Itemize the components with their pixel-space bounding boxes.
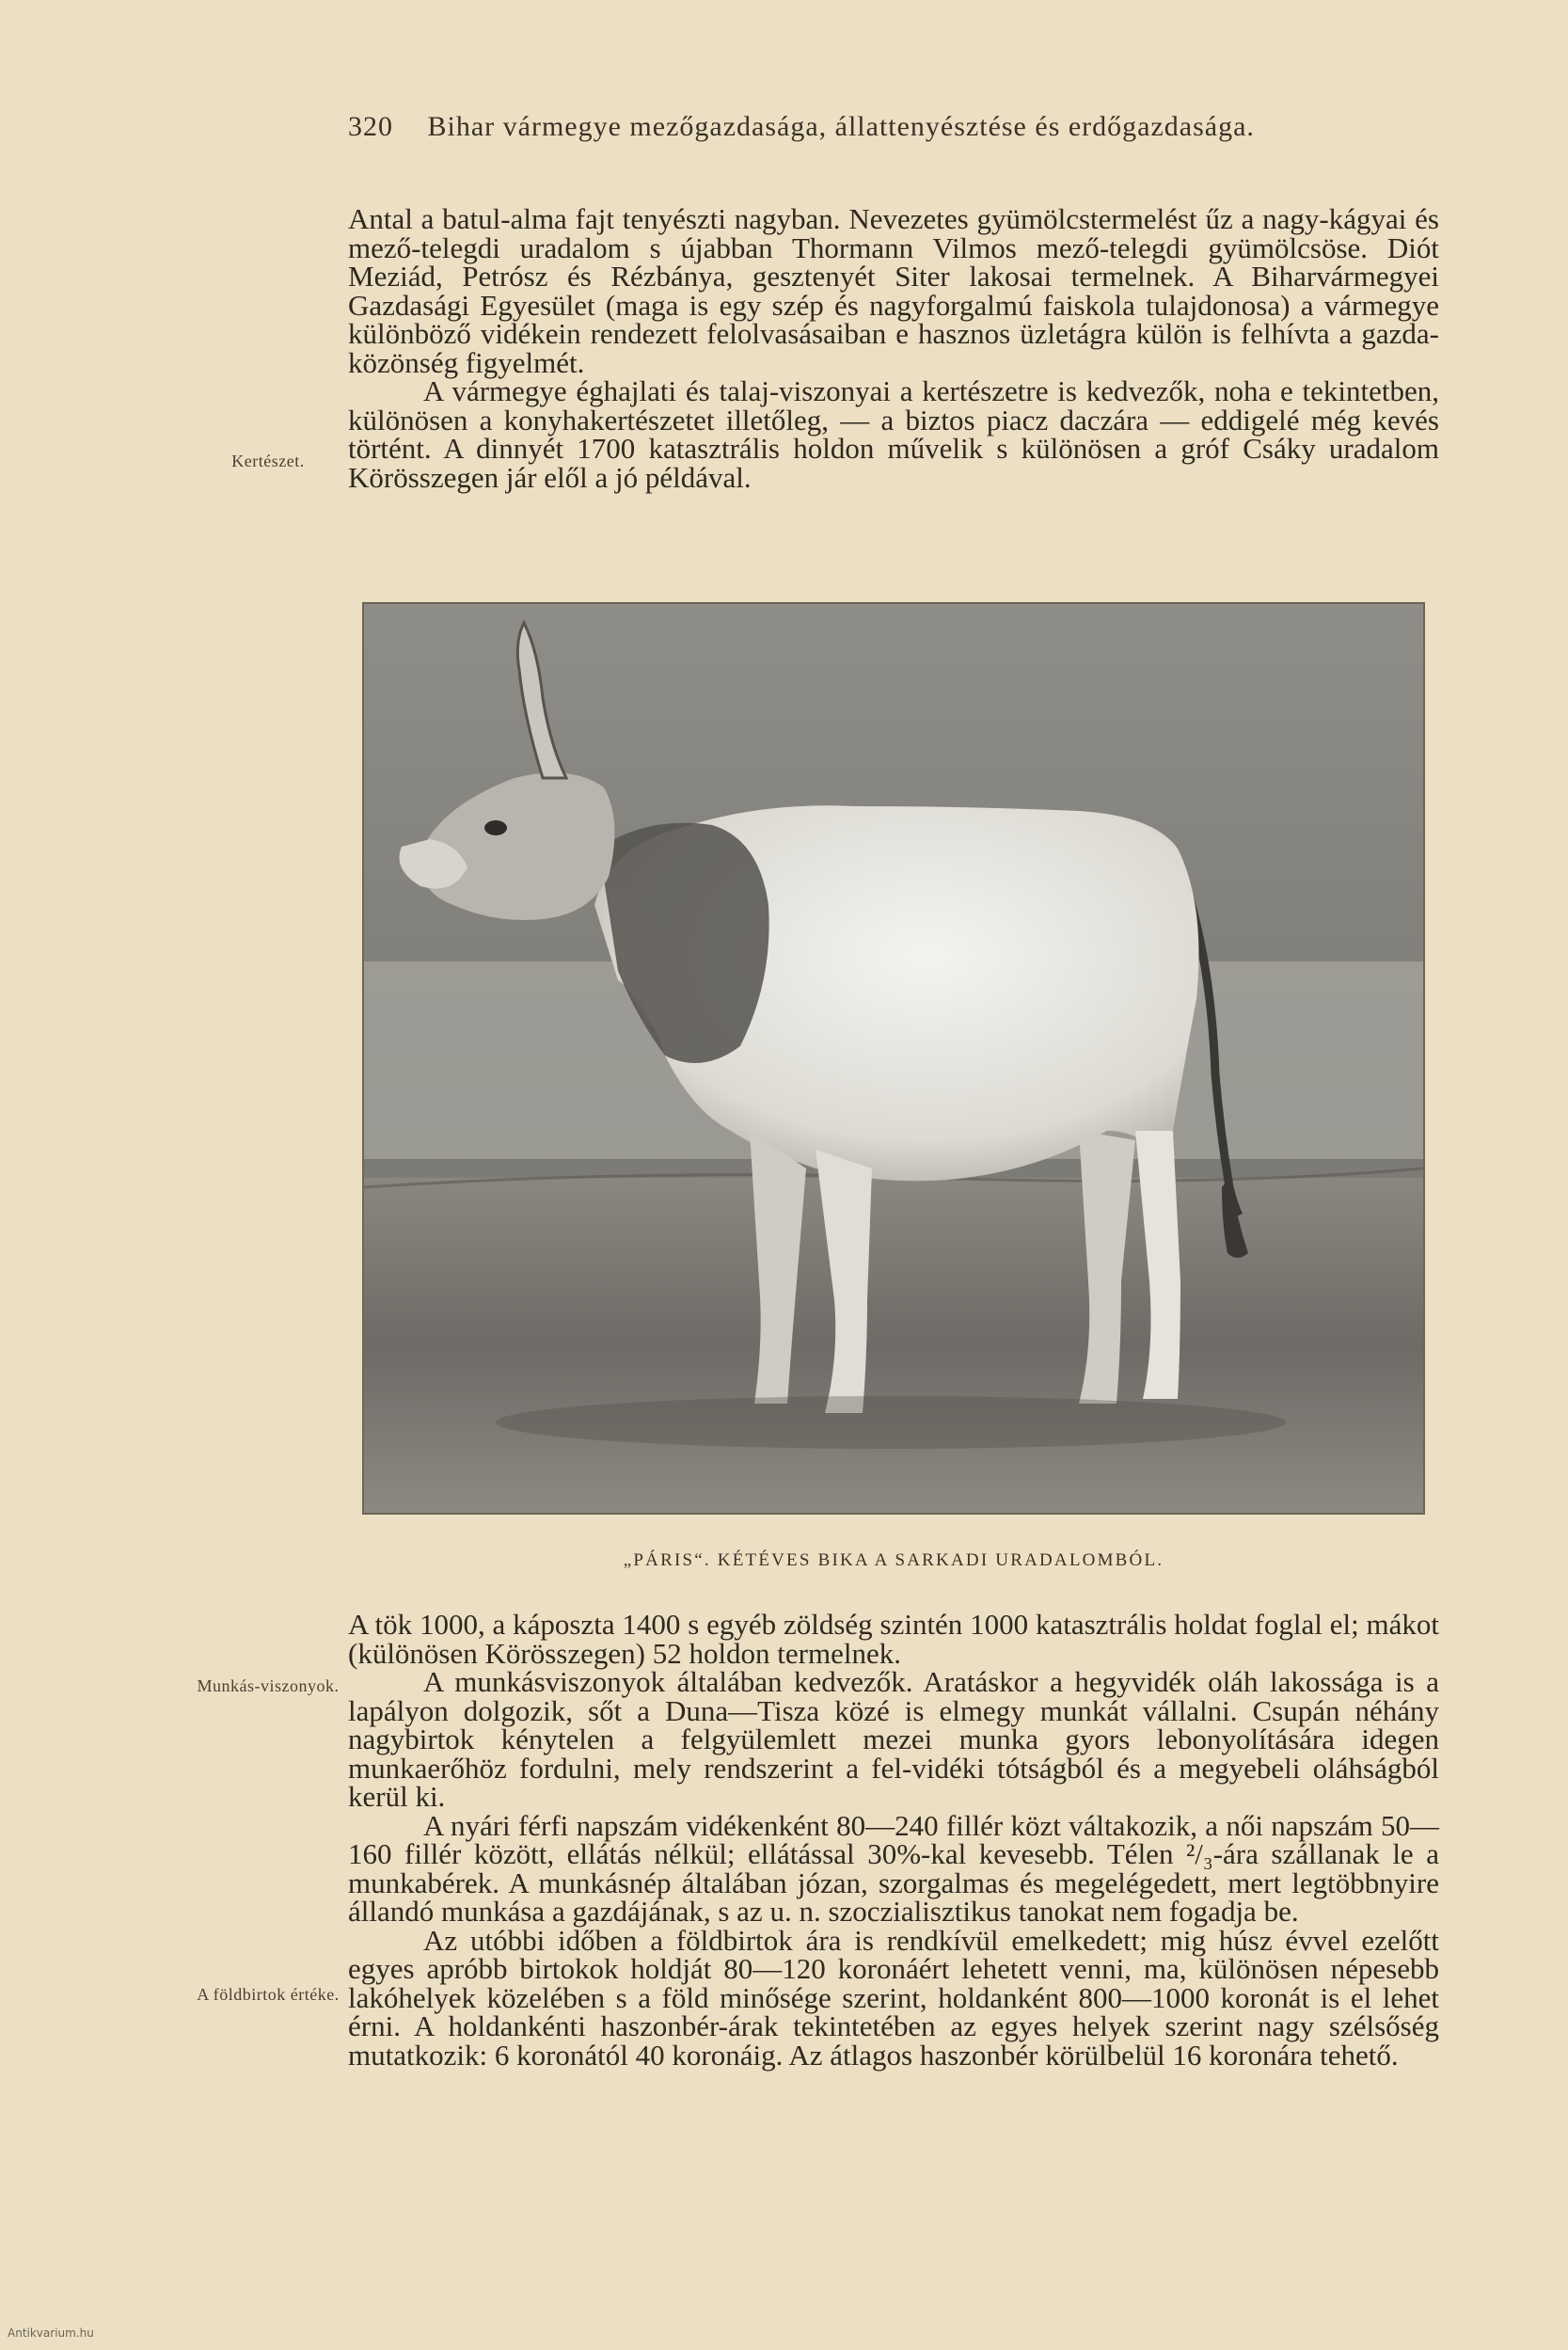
watermark: Antikvarium.hu xyxy=(8,2326,94,2340)
text-block-bottom xyxy=(348,1608,1439,2072)
paragraph: A vármegye éghajlati és talaj-viszonyai a kertészetre is kedvezők, noha e tekintetben, különösen a konyhakertészetet illetőleg, — a biztos piacz daczára — eddigelé még kevés történt. A dinnyét 1700 katasztrális holdon művelik s különösen a gróf Csáky uradalom Körösszegen jár elől a jó példával. xyxy=(348,374,1439,494)
margin-note-munkas: Munkás-viszonyok. xyxy=(197,1676,340,1695)
ground xyxy=(364,1178,1423,1513)
bull-shadow xyxy=(496,1396,1286,1449)
paragraph: A nyári férfi napszám vidékenként 80—240 fillér közt váltakozik, a női napszám 50—160 fillér között, ellátás nélkül; ellátással 30%-kal kevesebb. Télen ²/₃-ára szállanak le a munkabérek. A munkásnép általában józan, szorgalmas és megelégedett, mert legtöbbnyire állandó munkása a gazdájának, s az u. n. szoczialisztikus tanokat nem fogadja be. xyxy=(348,1808,1439,1928)
bull-illustration xyxy=(364,604,1423,1513)
margin-note-foldbirtok: A földbirtok értéke. xyxy=(197,1985,340,2004)
paragraph: Antal a batul-alma fajt tenyészti nagyban. Nevezetes gyümölcstermelést űz a nagy-kágyai és mező-telegdi uradalom s újabban Thormann Vilmos mező-telegdi gyümölcsöse. Diót Meziád, Petrósz és Rézbánya, gesztenyét Siter lakosai termelnek. A Biharvármegyei Gazdasági Egyesület (maga is egy szép és nagyforgalmú faiskola tulajdonosa) a vármegye különböző vidékein rendezett felolvasásaiban e hasznos üzletágra külön is felhívta a gazda-közönség figyelmét. xyxy=(348,202,1439,379)
margin-note-kerteszet: Kertészet. xyxy=(231,452,305,470)
bull-eye xyxy=(484,820,507,835)
bull-photograph xyxy=(362,602,1425,1515)
text-block-top xyxy=(348,202,1439,494)
paragraph: A munkásviszonyok általában kedvezők. Aratáskor a hegyvidék oláh lakossága is a lapályon dolgozik, sőt a Duna—Tisza közé is elmegy munkát vállalni. Csupán néhány nagybirtok kénytelen a felgyülemlett mezei munka gyors lebonyolítására idegen munkaerőhöz fordulni, mely rendszerint a fel-vidéki tótságból és a megyebeli oláhságból kerül ki. xyxy=(348,1665,1439,1813)
paragraph: Az utóbbi időben a földbirtok ára is rendkívül emelkedett; mig húsz évvel ezelőtt egyes apróbb birtokok holdját 80—120 koronáért lehetett venni, ma, különösen népesebb lakóhelyek közelében s a föld minősége szerint, holdanként 800—1000 koronát is el lehet érni. A holdankénti haszonbér-árak tekintetében az egyes helyek szerint nagy szélsőség mutatkozik: 6 koronától 40 koronáig. Az átlagos haszonbér körülbelül 16 koronára tehető. xyxy=(348,1923,1439,2072)
paragraph: A tök 1000, a káposzta 1400 s egyéb zöldség szintén 1000 katasztrális holdat foglal el; mákot (különösen Körösszegen) 52 holdon termelnek. xyxy=(348,1608,1439,1670)
page-number: 320 xyxy=(348,111,393,142)
photo-caption: „PÁRIS“. KÉTÉVES BIKA A SARKADI URADALOMBÓL. xyxy=(623,1550,1164,1570)
running-title: Bihar vármegye mezőgazdasága, állattenyésztése és erdőgazdasága. xyxy=(427,111,1255,142)
running-header xyxy=(348,111,1439,143)
